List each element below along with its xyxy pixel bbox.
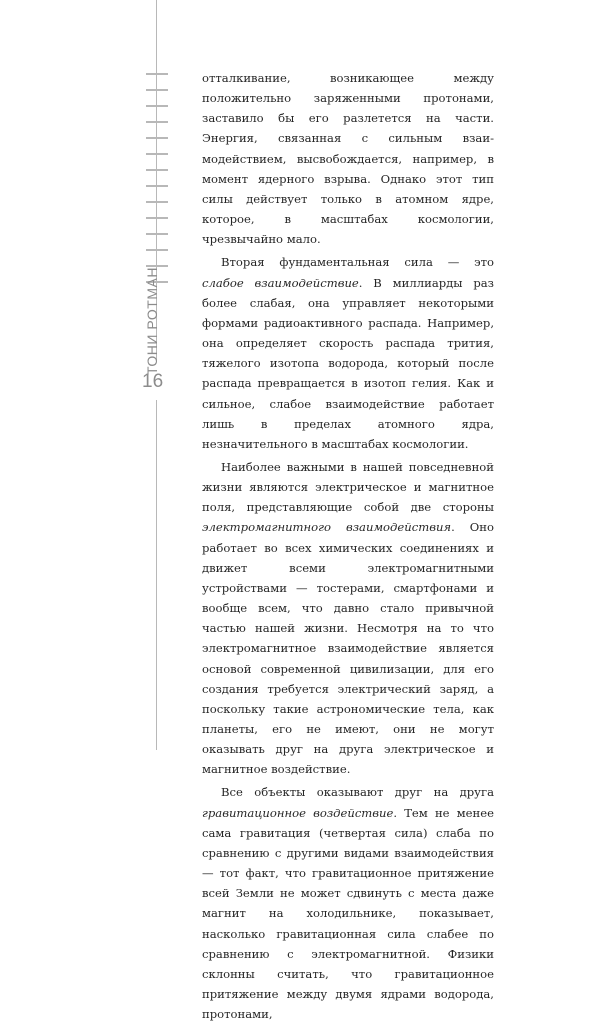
margin-tick bbox=[146, 169, 168, 171]
margin-tick bbox=[146, 73, 168, 75]
page-number: 16 bbox=[142, 371, 164, 392]
italic-term: гравитационное воздействие bbox=[202, 805, 394, 820]
text-run: . Оно работает во всех химических соединениях и движет всеми электромагнитными устройствами — тостерами, смартфонами и вообще всем, что давно стало привычной частью нашей жизни. Несмотря на то что электромагнитное взаимодействие является основой современной цивилизации, для его создания требуется электрический заряд, а поскольку такие астрономические тела, как планеты, его не имеют, они не могут оказывать друг на друга электрическое и магнитное воздействие. bbox=[202, 520, 494, 777]
margin-tick bbox=[146, 153, 168, 155]
margin-tick bbox=[146, 217, 168, 219]
margin-rule-lower bbox=[156, 400, 157, 750]
margin-tick bbox=[146, 89, 168, 91]
text-run: . Тем не менее сама гравитация (четвертая сила) слаба по сравнению с другими видами взаимодействия — тот факт, что гравитационное притяжение всей Земли не может сдвинуть с места даже магнит на холодильнике, показывает, насколько гравитационная сила слабее по сравнению с электромагнитной. Физики склонны считать, что гравитационное притяжение между двумя ядрами водорода, протонами, bbox=[202, 805, 494, 1022]
margin-tick bbox=[146, 105, 168, 107]
italic-term: электромагнитного взаимодействия bbox=[202, 520, 452, 535]
paragraph bbox=[202, 782, 494, 1024]
paragraph bbox=[202, 252, 494, 454]
text-run: . В миллиарды раз более слабая, она управляет некоторыми формами радиоактивного распада. Например, она определяет скорость распада трития, тяжелого изотопа водорода, который после распада превращается в изотоп гелия. Как и сильное, слабое взаимодействие работает лишь в пределах атомного ядра, незначительного в масштабах космологии. bbox=[202, 275, 494, 451]
margin-tick bbox=[146, 249, 168, 251]
text-run: Вторая фундаментальная сила — это bbox=[221, 255, 494, 270]
paragraph bbox=[202, 68, 494, 249]
margin-tick bbox=[146, 137, 168, 139]
paragraph bbox=[202, 457, 494, 780]
running-head-author: ТОНИ РОТМАН bbox=[144, 267, 160, 375]
margin-tick bbox=[146, 233, 168, 235]
text-run: Наиболее важными в нашей повседневной жизни являются электрическое и магнитное поля, представляющие собой две стороны bbox=[202, 459, 494, 515]
margin-tick bbox=[146, 121, 168, 123]
text-run: отталкивание, возникающее между положительно заряженными протонами, заставило бы его разлетется на части. Энергия, связанная с сильным взаимодействием, высвобождается, например, в момент ядерного взрыва. Однако этот тип силы действует только в атомном ядре, которое, в масштабах космологии, чрезвычайно мало. bbox=[202, 71, 494, 247]
margin-tick bbox=[146, 201, 168, 203]
italic-term: слабое взаимодействие bbox=[202, 275, 359, 290]
margin-tick bbox=[146, 185, 168, 187]
text-run: Все объекты оказывают друг на друга bbox=[221, 785, 494, 800]
body-text bbox=[202, 68, 494, 1024]
